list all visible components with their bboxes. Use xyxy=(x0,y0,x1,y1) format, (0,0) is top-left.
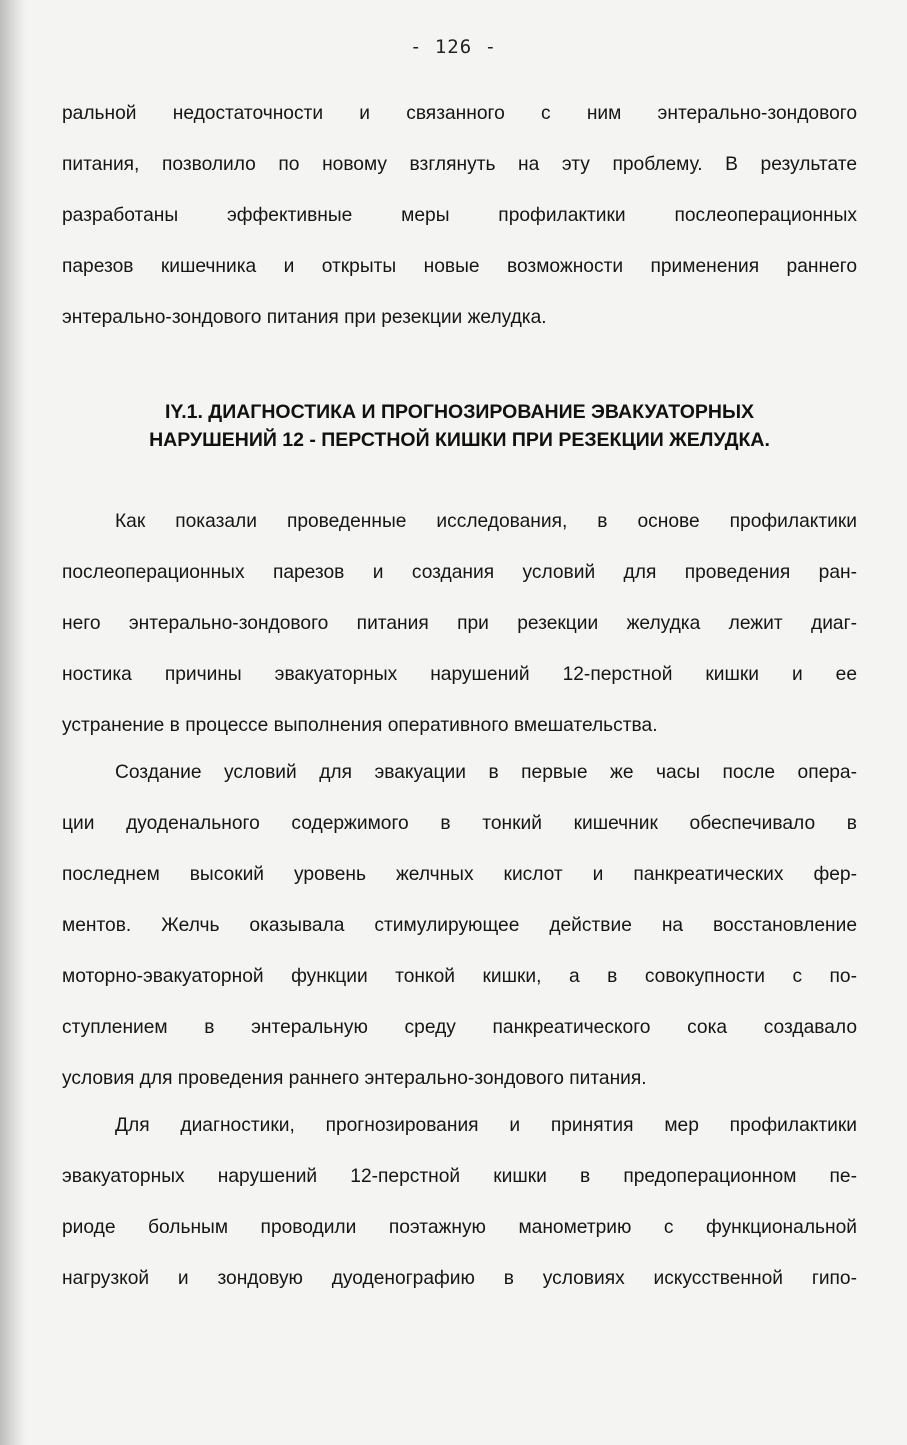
text-line: энтерально-зондового питания при резекции желудка. xyxy=(62,307,547,328)
text-line: устранение в процессе выполнения оперативного вмешательства. xyxy=(62,715,658,736)
section-heading-line-2: НАРУШЕНИЙ 12 - ПЕРСТНОЙ КИШКИ ПРИ РЕЗЕКЦИИ ЖЕЛУДКА. xyxy=(149,429,770,451)
text-line: него энтерально-зондового питания при резекции желудка лежит диаг- xyxy=(62,613,857,634)
text-line: нагрузкой и зондовую дуоденографию в условиях искусственной гипо- xyxy=(62,1268,857,1289)
paragraph-3 xyxy=(62,1100,857,1304)
text-line: ностика причины эвакуаторных нарушений 12-перстной кишки и ее xyxy=(62,664,857,685)
text-line: моторно-эвакуаторной функции тонкой кишки, а в совокупности с по- xyxy=(62,966,857,987)
text-line: питания, позволило по новому взглянуть на эту проблему. В результате xyxy=(62,154,857,175)
text-line: парезов кишечника и открыты новые возможности применения раннего xyxy=(62,256,857,277)
section-heading-line-1: IY.1. ДИАГНОСТИКА И ПРОГНОЗИРОВАНИЕ ЭВАКУАТОРНЫХ xyxy=(164,401,755,423)
text-line: Создание условий для эвакуации в первые же часы после опера- xyxy=(115,762,857,783)
text-line: эвакуаторных нарушений 12-перстной кишки в предоперационном пе- xyxy=(62,1166,857,1187)
text-line: Как показали проведенные исследования, в основе профилактики xyxy=(115,511,857,532)
text-line: разработаны эффективные меры профилактики послеоперационных xyxy=(62,205,857,226)
text-line: Для диагностики, прогнозирования и принятия мер профилактики xyxy=(115,1115,857,1136)
text-line: ментов. Желчь оказывала стимулирующее действие на восстановление xyxy=(62,915,857,936)
scan-edge-shadow xyxy=(0,0,26,1445)
paragraph-2 xyxy=(62,747,857,1104)
text-line: условия для проведения раннего энтерально-зондового питания. xyxy=(62,1068,647,1089)
text-line: риоде больным проводили поэтажную манометрию с функциональной xyxy=(62,1217,857,1238)
text-line: послеоперационных парезов и создания условий для проведения ран- xyxy=(62,562,857,583)
text-line: ступлением в энтеральную среду панкреатического сока создавало xyxy=(62,1017,857,1038)
paragraph-1 xyxy=(62,496,857,751)
section-heading xyxy=(62,398,857,454)
text-line: последнем высокий уровень желчных кислот и панкреатических фер- xyxy=(62,864,857,885)
paragraph-intro xyxy=(62,88,857,343)
text-line: ральной недостаточности и связанного с ним энтерально-зондового xyxy=(62,103,857,124)
text-line: ции дуоденального содержимого в тонкий кишечник обеспечивало в xyxy=(62,813,857,834)
page-number: - 126 - xyxy=(409,36,498,58)
